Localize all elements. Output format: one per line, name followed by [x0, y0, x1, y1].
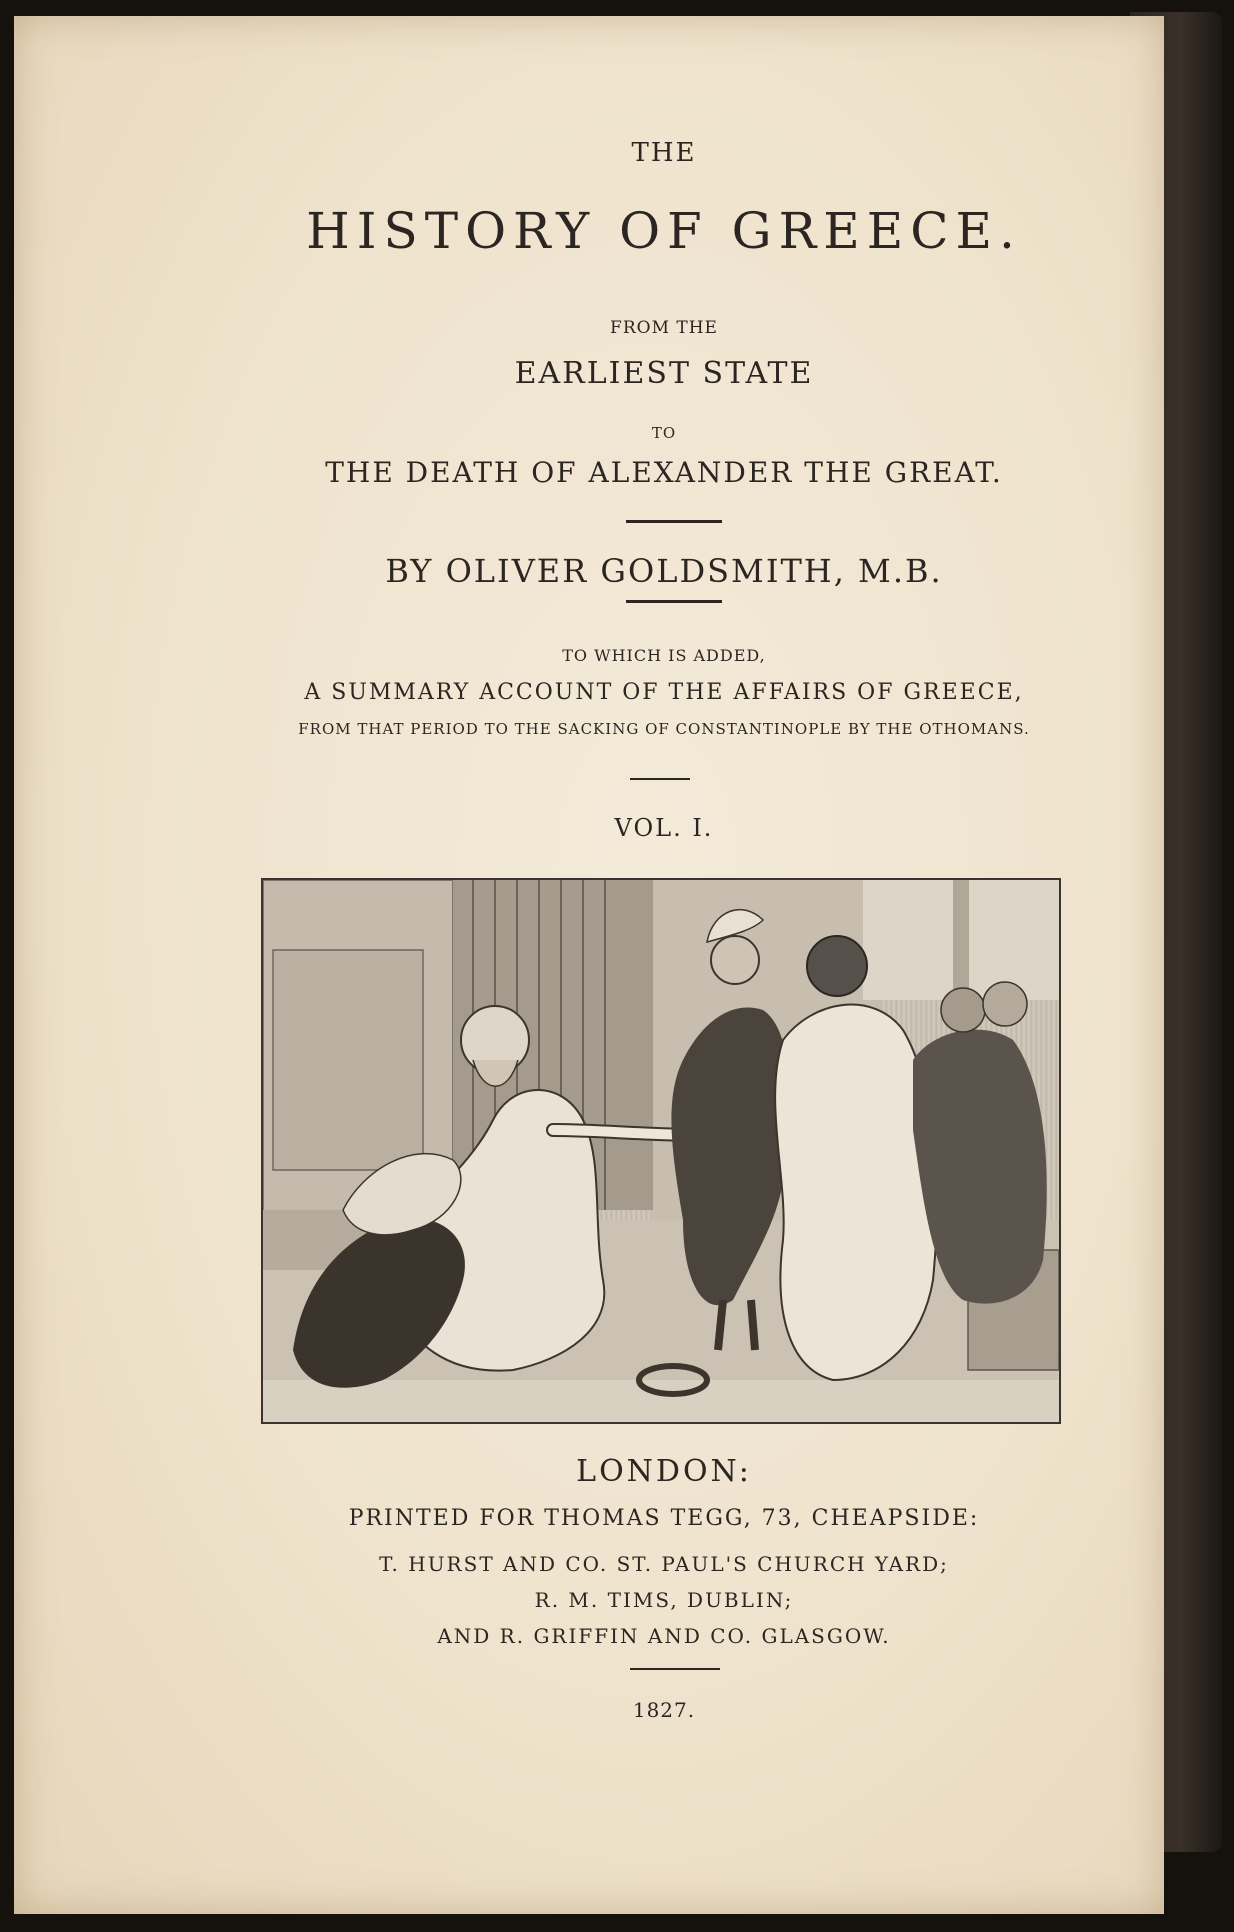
from-the-text: FROM THE	[610, 318, 718, 338]
divider-rule-3	[630, 778, 690, 780]
volume-label: VOL. I.	[614, 814, 714, 842]
frontispiece-engraving	[261, 878, 1061, 1424]
added-intro: TO WHICH IS ADDED,	[562, 646, 766, 665]
divider-rule-1	[626, 520, 722, 523]
engraving-illustration	[263, 880, 1059, 1422]
title-page	[14, 16, 1164, 1914]
divider-rule-4	[630, 1668, 720, 1670]
imprint-line-4: AND R. GRIFFIN AND CO. GLASGOW.	[437, 1624, 891, 1648]
main-title: HISTORY OF GREECE.	[306, 202, 1022, 260]
to-text: TO	[651, 424, 677, 442]
imprint-line-2: T. HURST AND CO. ST. PAUL'S CHURCH YARD;	[379, 1552, 949, 1576]
imprint-city: LONDON:	[576, 1454, 752, 1489]
divider-rule-2	[626, 600, 722, 603]
author-line: BY OLIVER GOLDSMITH, M.B.	[385, 552, 943, 590]
earliest-state-text: EARLIEST STATE	[514, 356, 814, 391]
period-line: FROM THAT PERIOD TO THE SACKING OF CONSTANTINOPLE BY THE OTHOMANS.	[298, 720, 1030, 738]
summary-line: A SUMMARY ACCOUNT OF THE AFFAIRS OF GREECE,	[304, 680, 1024, 705]
imprint-line-3: R. M. TIMS, DUBLIN;	[534, 1588, 794, 1612]
imprint-line-1: PRINTED FOR THOMAS TEGG, 73, CHEAPSIDE:	[348, 1506, 980, 1531]
death-line: THE DEATH OF ALEXANDER THE GREAT.	[325, 456, 1003, 489]
publication-year: 1827.	[632, 1698, 696, 1722]
title-the: THE	[631, 138, 697, 168]
